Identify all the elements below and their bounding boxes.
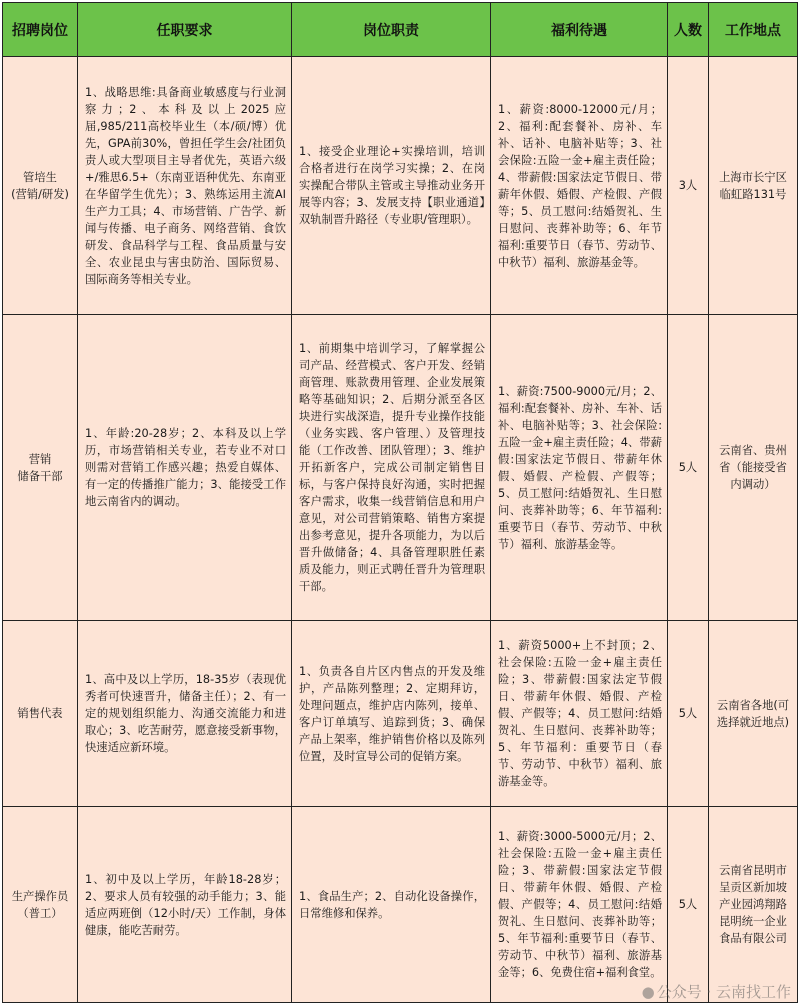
benefits-cell: 1、薪资5000+上不封顶；2、社会保险:五险一金+雇主责任险；3、带薪假:国家法定节假日、带薪年休假、婚假、产检假、产假等；4、员工慰问:结婚贺礼、生日慰问、丧葬补助等；5、年节福利：重要节日（春节、劳动节、中秋节）福利、旅游基金等。 <box>491 621 668 807</box>
location-cell: 上海市长宁区临虹路131号 <box>709 57 798 315</box>
header-count: 人数 <box>668 3 709 57</box>
watermark-text: 公众号 · 云南找工作 <box>656 983 791 1001</box>
header-position: 招聘岗位 <box>3 3 78 57</box>
header-requirements: 任职要求 <box>78 3 292 57</box>
table-row <box>3 315 798 621</box>
header-location: 工作地点 <box>709 3 798 57</box>
recruitment-table <box>2 2 798 1003</box>
position-cell <box>3 621 78 807</box>
requirements-cell: 1、高中及以上学历，18-35岁（表现优秀者可快速晋升，储备主任）；2、有一定的规划组织能力、沟通交流能力和进取心；3、吃苦耐劳，愿意接受新事物，快速适应新环境。 <box>78 621 292 807</box>
requirements-cell: 1、年龄:20-28岁；2、本科及以上学历，市场营销相关专业，若专业不对口则需对营销工作感兴趣；热爱自媒体、有一定的传播推广能力；3、能接受工作地云南省内的调动。 <box>78 315 292 621</box>
duties-cell: 1、接受企业理论+实操培训，培训合格者进行在岗学习实操；2、在岗实操配合带队主管或主导推动业务开展等内容；3、发展支持【职业通道】双轨制晋升路径（专业职/管理职）。 <box>292 57 491 315</box>
position-cell <box>3 807 78 1003</box>
count-cell: 5人 <box>668 621 709 807</box>
position-text: 销售代表 <box>17 707 63 720</box>
benefits-text: 1、薪资:3000-5000元/月；2、社会保险:五险一金+雇主责任险；3、带薪假:国家法定节假日、带薪年休假、婚假、产检假、产假等；4、员工慰问:结婚贺礼、生日慰问、丧葬补助等；5、年节福利:重要节日（春节、劳动节、中秋节）福利、旅游基金等；6、免费住宿+福利食堂。 <box>498 830 662 979</box>
wechat-icon: ● <box>641 983 655 1001</box>
duties-cell: 1、负责各自片区内售点的开发及维护，产品陈列整理；2、定期拜访，处理问题点，维护店内陈列，接单、客户订单填写、追踪到货；3、确保产品上架率，维护销售价格以及陈列位置，及时宣导公司的促销方案。 <box>292 621 491 807</box>
header-duties: 岗位职责 <box>292 3 491 57</box>
count-cell: 3人 <box>668 57 709 315</box>
benefits-cell: 1、薪资:8000-12000元/月；2、福利:配套餐补、房补、车补、话补、电脑补贴等；3、社会保险:五险一金+雇主责任险；4、带薪假:国家法定节假日、带薪年休假、婚假、产检假、产假等；5、员工慰问:结婚贺礼、生日慰问、丧葬补助等；6、年节福利:重要节日（春节、劳动节、中秋节）福利、旅游基金等。 <box>491 57 668 315</box>
location-cell: 云南省各地(可选择就近地点) <box>709 621 798 807</box>
benefits-cell <box>491 807 668 1003</box>
position-cell <box>3 57 78 315</box>
count-cell: 5人 <box>668 315 709 621</box>
requirements-cell: 1、初中及以上学历，年龄18-28岁；2、要求人员有较强的动手能力；3、能适应两班倒（12小时/天）工作制，身体健康，能吃苦耐劳。 <box>78 807 292 1003</box>
table-row <box>3 57 798 315</box>
location-cell: 云南省昆明市呈贡区新加坡产业园鸿翔路昆明统一企业食品有限公司 <box>709 807 798 1003</box>
duties-cell: 1、食品生产；2、自动化设备操作，日常维修和保养。 <box>292 807 491 1003</box>
count-cell: 5人 <box>668 807 709 1003</box>
position-cell <box>3 315 78 621</box>
duties-cell: 1、前期集中培训学习，了解掌握公司产品、经营模式、客户开发、经销商管理、账款费用管理、企业发展策略等基础知识；2、后期分派至各区块进行实战深造，提升专业操作技能（业务实践、客户管理、）及管理技能（工作改善、团队管理）；3、维护开拓新客户，完成公司制定销售目标，与客户保持良好沟通，实时把握客户需求，收集一线营销信息和用户意见，对公司营销策略、销售方案提出参考意见，提升各项能力，为以后晋升做储备；4、具备管理职胜任素质及能力，则正式聘任晋升为管理职干部。 <box>292 315 491 621</box>
table-row <box>3 807 798 1003</box>
benefits-cell: 1、薪资:7500-9000元/月；2、福利:配套餐补、房补、车补、话补、电脑补贴等；3、社会保险:五险一金+雇主责任险；4、带薪假:国家法定节假日、带薪年休假、婚假、产检假、产假等；5、员工慰问:结婚贺礼、生日慰问、丧葬补助等；6、年节福利:重要节日（春节、劳动节、中秋节）福利、旅游基金等。 <box>491 315 668 621</box>
location-cell: 云南省、贵州省（能接受省内调动） <box>709 315 798 621</box>
position-text: 营销 储备干部 <box>17 452 63 483</box>
position-text: 生产操作员 （普工） <box>11 889 69 920</box>
header-benefits: 福利待遇 <box>491 3 668 57</box>
header-row <box>3 3 798 57</box>
watermark <box>642 981 791 1002</box>
requirements-cell: 1、战略思维:具备商业敏感度与行业洞察力；2、本科及以上2025应届,985/211高校毕业生（本/硕/博）优先，GPA前30%，曾担任学生会/社团负责人或大型项目主导者优先，英语六级+/雅思6.5+（东南亚语种优先、东南亚在华留学生优先）；3、熟练运用主流AI生产力工具；4、市场营销、广告学、新闻与传播、电子商务、网络营销、食饮研发、食品科学与工程、食品质量与安全、农业昆虫与害虫防治、国际贸易、国际商务等相关专业。 <box>78 57 292 315</box>
table-row <box>3 621 798 807</box>
position-line-1: 管培生 (营销/研发) <box>11 170 69 201</box>
